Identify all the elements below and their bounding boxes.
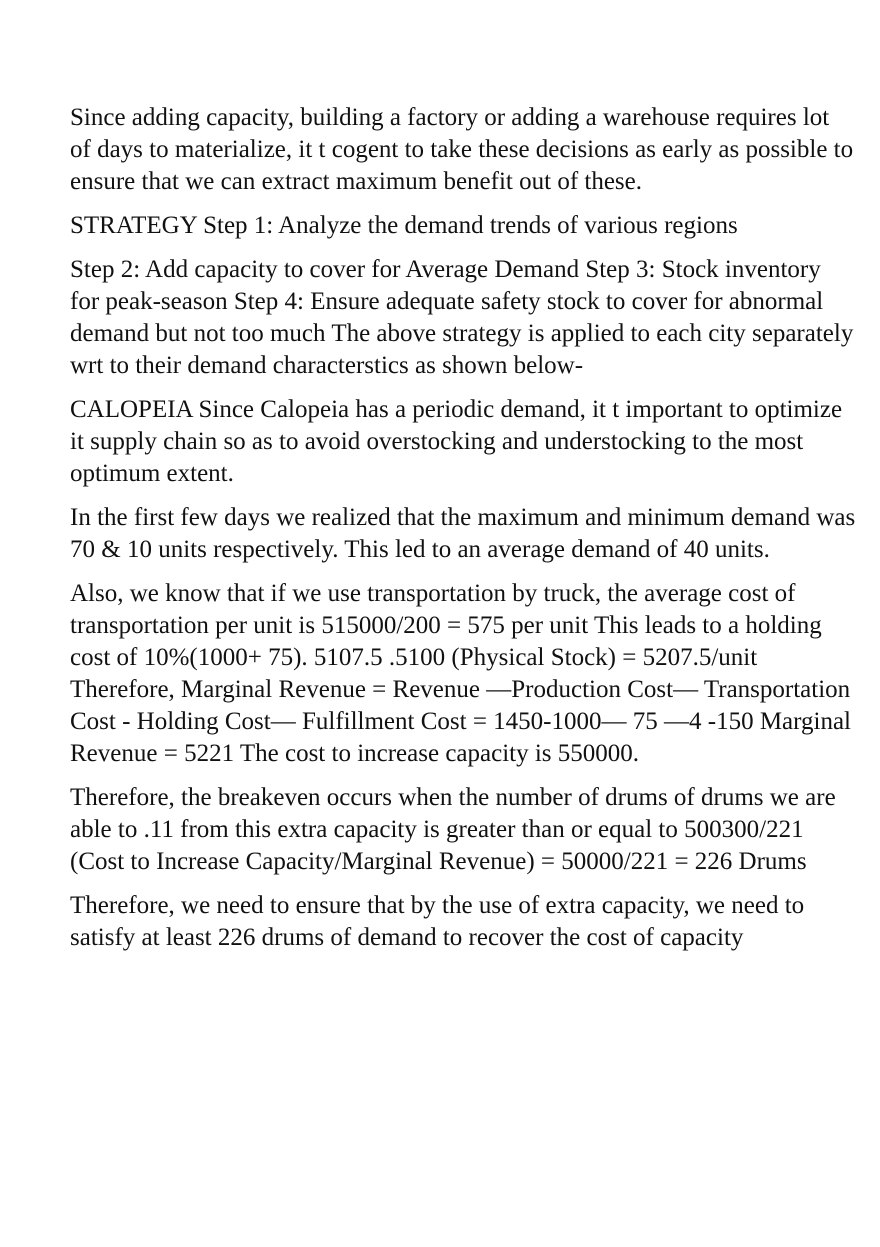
paragraph-calopeia: CALOPEIA Since Calopeia has a periodic demand, it t important to optimize it supply chain so as to avoid overstocking and understocking to the most optimum extent.	[70, 396, 843, 487]
paragraph-intro: Since adding capacity, building a factory or adding a warehouse requires lot of days to materialize, it t cogent to take these decisions as early as possible to ensure that we can extract maximum benefit out of these.	[70, 104, 854, 195]
paragraph-demand-analysis: In the first few days we realized that the maximum and minimum demand was 70 & 10 units respectively. This led to an average demand of 40 units.	[70, 504, 856, 563]
paragraph-breakeven: Therefore, the breakeven occurs when the number of drums of drums we are able to .11 from this extra capacity is greater than or equal to 500300/221 (Cost to Increase Capacity/Marginal Revenue) = 50000/221 = 226 Drums	[70, 784, 836, 875]
paragraph-marginal-revenue: Also, we know that if we use transportation by truck, the average cost of transportation per unit is 515000/200 = 575 per unit This leads to a holding cost of 10%(1000+ 75). 5107.5 .5100 (Physical Stock) = 5207.5/unit Therefore, Marginal Revenue = Revenue —Production Cost— Transportation Cost - Holding Cost— Fulfillment Cost = 1450-1000— 75 —4 -150 Marginal Revenue = 5221 The cost to increase capacity is 550000.	[70, 580, 852, 767]
paragraph-strategy-step-1: STRATEGY Step 1: Analyze the demand trends of various regions	[70, 212, 738, 239]
paragraph-strategy-steps-2-4: Step 2: Add capacity to cover for Average Demand Step 3: Stock inventory for peak-season Step 4: Ensure adequate safety stock to cover for abnormal demand but not too much The above strategy is applied to each city separately wrt to their demand characterstics as shown below-	[70, 256, 854, 379]
paragraph-conclusion: Therefore, we need to ensure that by the use of extra capacity, we need to satisfy at least 226 drums of demand to recover the cost of capacity	[70, 892, 805, 951]
document-body	[70, 102, 856, 954]
